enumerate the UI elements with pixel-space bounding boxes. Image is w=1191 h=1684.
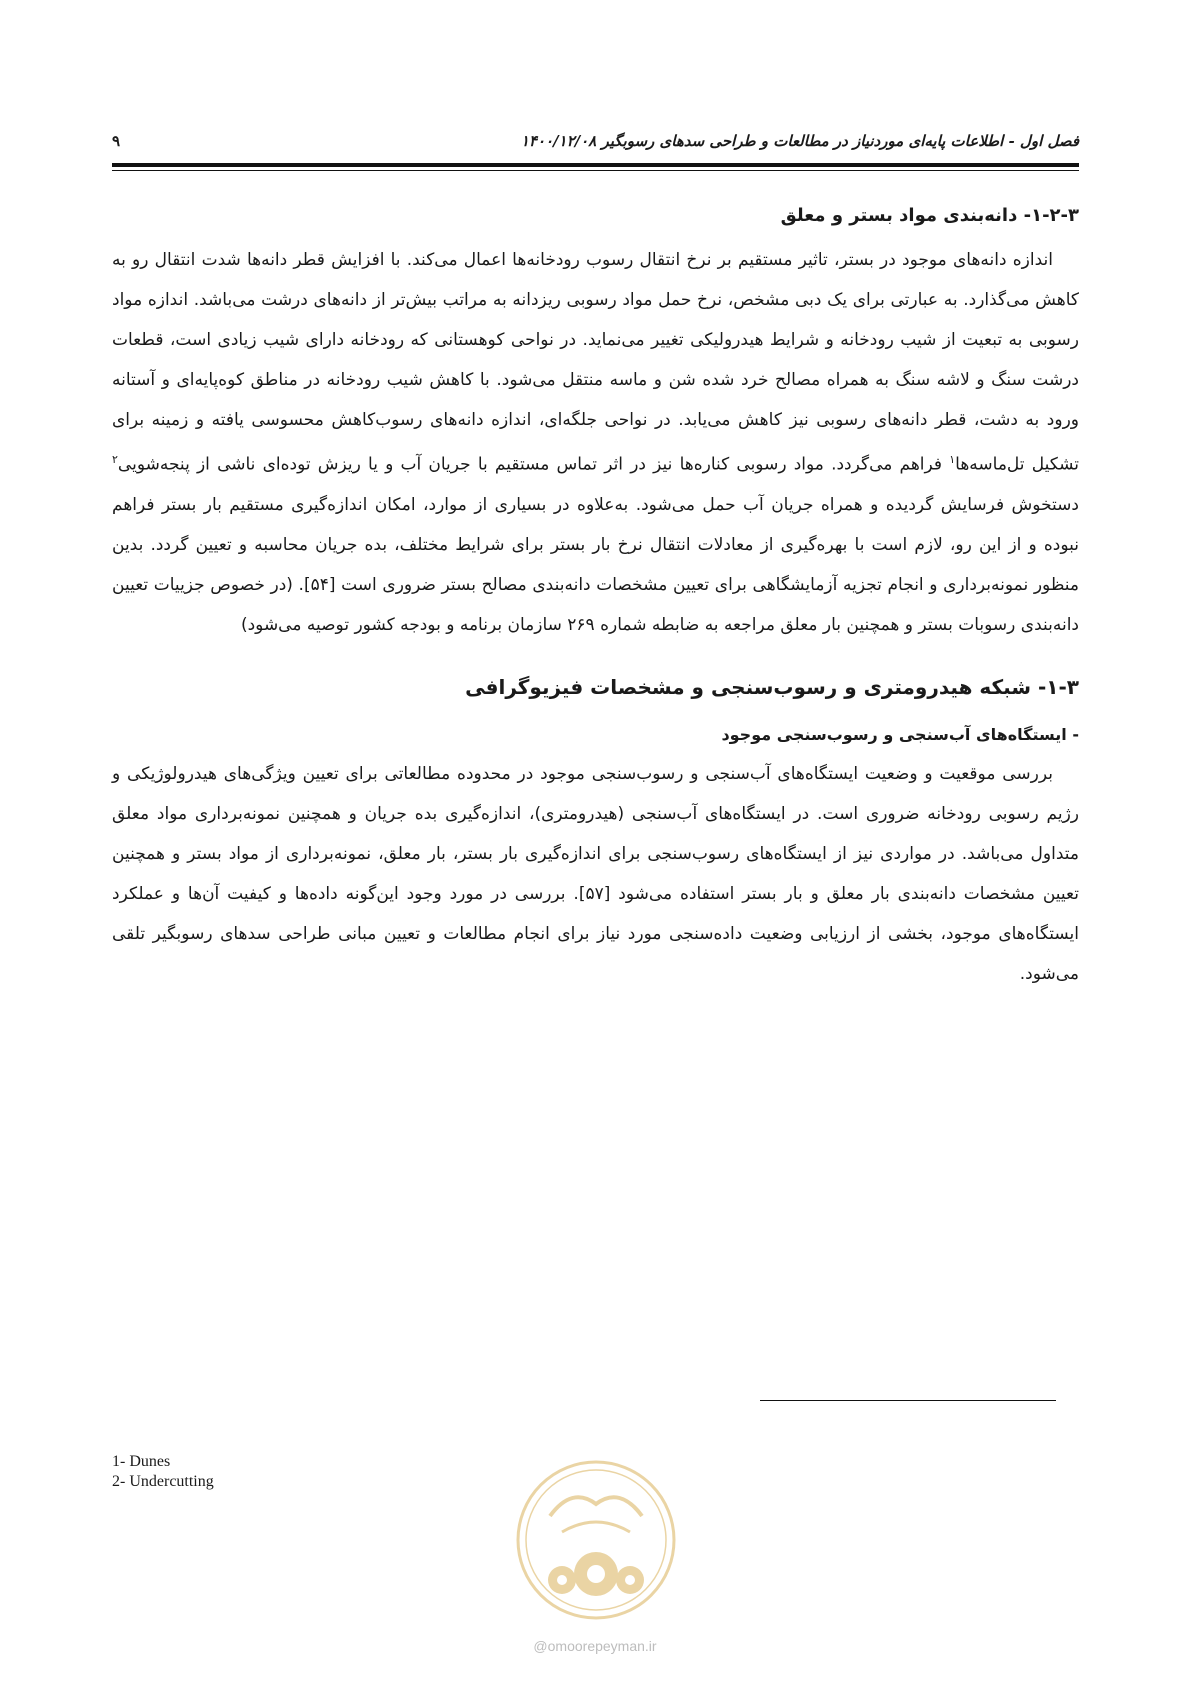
watermark-url: @omoorepeyman.ir [533,1638,657,1654]
footnotes [112,1452,214,1492]
watermark-seal-icon [512,1456,680,1624]
page-header [112,128,1079,164]
footnote-marker-1: ۱ [949,453,956,466]
footnote-marker-2: ۲ [112,453,118,466]
subheading-stations: - ایستگاه‌های آب‌سنجی و رسوب‌سنجی موجود [721,724,1079,744]
footnote-1: 1- Dunes [112,1453,171,1470]
footnote-2: 2- Undercutting [112,1473,214,1490]
paragraph-part-b: فراهم می‌گردد. مواد رسوبی کناره‌ها نیز در اثر تماس مستقیم با جریان آب و یا ریزش توده‌ای ناشی از پنجه‌شویی [117,454,950,475]
footnote-separator [760,1400,1056,1401]
header-rule-thin [112,170,1079,171]
main-content [112,205,1079,994]
running-title: فصل اول - اطلاعات پایه‌ای موردنیاز در مطالعات و طراحی سدهای رسوبگیر ۱۴۰۰/۱۲/۰۸ [520,132,1079,150]
paragraph-stations: بررسی موقعیت و وضعیت ایستگاه‌های آب‌سنجی و رسوب‌سنجی موجود در محدوده مطالعاتی برای تعیین ویژگی‌های هیدرولوژیکی و رژیم رسوبی رودخانه ضروری است. در ایستگاه‌های آب‌سنجی (هیدرومتری)، اندازه‌گیری بده جریان و همچنین نمونه‌برداری مواد معلق متداول می‌باشد. در مواردی نیز از ایستگاه‌های رسوب‌سنجی برای اندازه‌گیری بار بستر، بار معلق، نمونه‌برداری از مواد بستر و همچنین تعیین مشخصات دانه‌بندی بار معلق و بار بستر استفاده می‌شود [۵۷]. بررسی در مورد وجود این‌گونه داده‌ها و کیفیت آن‌ها و عملکرد ایستگاه‌های موجود، بخشی از ارزیابی وضعیت داده‌سنجی مورد نیاز برای انجام مطالعات و تعیین مبانی طراحی سدهای رسوبگیر تلقی می‌شود. [112,763,1079,984]
paragraph-grain-size [112,240,1079,645]
section-heading-grain-size: ۱-۲-۳- دانه‌بندی مواد بستر و معلق [780,205,1079,226]
page-number: ۹ [112,132,121,150]
header-rule-thick [112,163,1079,167]
section-heading-hydrometry: ۱-۳- شبکه هیدرومتری و رسوب‌سنجی و مشخصات فیزیوگرافی [465,674,1079,699]
paragraph-part-a: اندازه دانه‌های موجود در بستر، تاثیر مستقیم بر نرخ انتقال رسوب رودخانه‌ها اعمال می‌کند. با افزایش قطر دانه‌ها شدت انتقال رو به کاهش می‌گذارد. به عبارتی برای یک دبی مشخص، نرخ حمل مواد رسوبی ریزدانه به مراتب بیش‌تر از دانه‌های درشت می‌باشد. اندازه مواد رسوبی به تبعیت از شیب رودخانه و شرایط هیدرولیکی تغییر می‌نماید. در نواحی کوهستانی که رودخانه دارای شیب زیادی است، قطعات درشت سنگ و لاشه سنگ به همراه مصالح خرد شده شن و ماسه منتقل می‌شود. با کاهش شیب رودخانه در مناطق کوه‌پایه‌ای و آستانه ورود به دشت، قطر دانه‌های رسوبی نیز کاهش می‌یابد. در نواحی جلگه‌ای، اندازه دانه‌های رسوب‌کاهش محسوسی یافته و زمینه برای تشکیل تل‌ماسه‌ها [112,250,1079,475]
paragraph-part-c: دستخوش فرسایش گردیده و همراه جریان آب حمل می‌شود. به‌علاوه در بسیاری از موارد، امکان اندازه‌گیری مستقیم بار بستر فراهم نبوده و از این رو، لازم است با بهره‌گیری از معادلات انتقال نرخ بار بستر برای شرایط مختلف، بده جریان محاسبه و تعیین گردد. بدین منظور نمونه‌برداری و انجام تجزیه آزمایشگاهی برای تعیین مشخصات دانه‌بندی مصالح بستر ضروری است [۵۴]. (در خصوص جزییات تعیین دانه‌بندی رسوبات بستر و همچنین بار معلق مراجعه به ضابطه شماره ۲۶۹ سازمان برنامه و بودجه کشور توصیه می‌شود) [112,494,1080,635]
